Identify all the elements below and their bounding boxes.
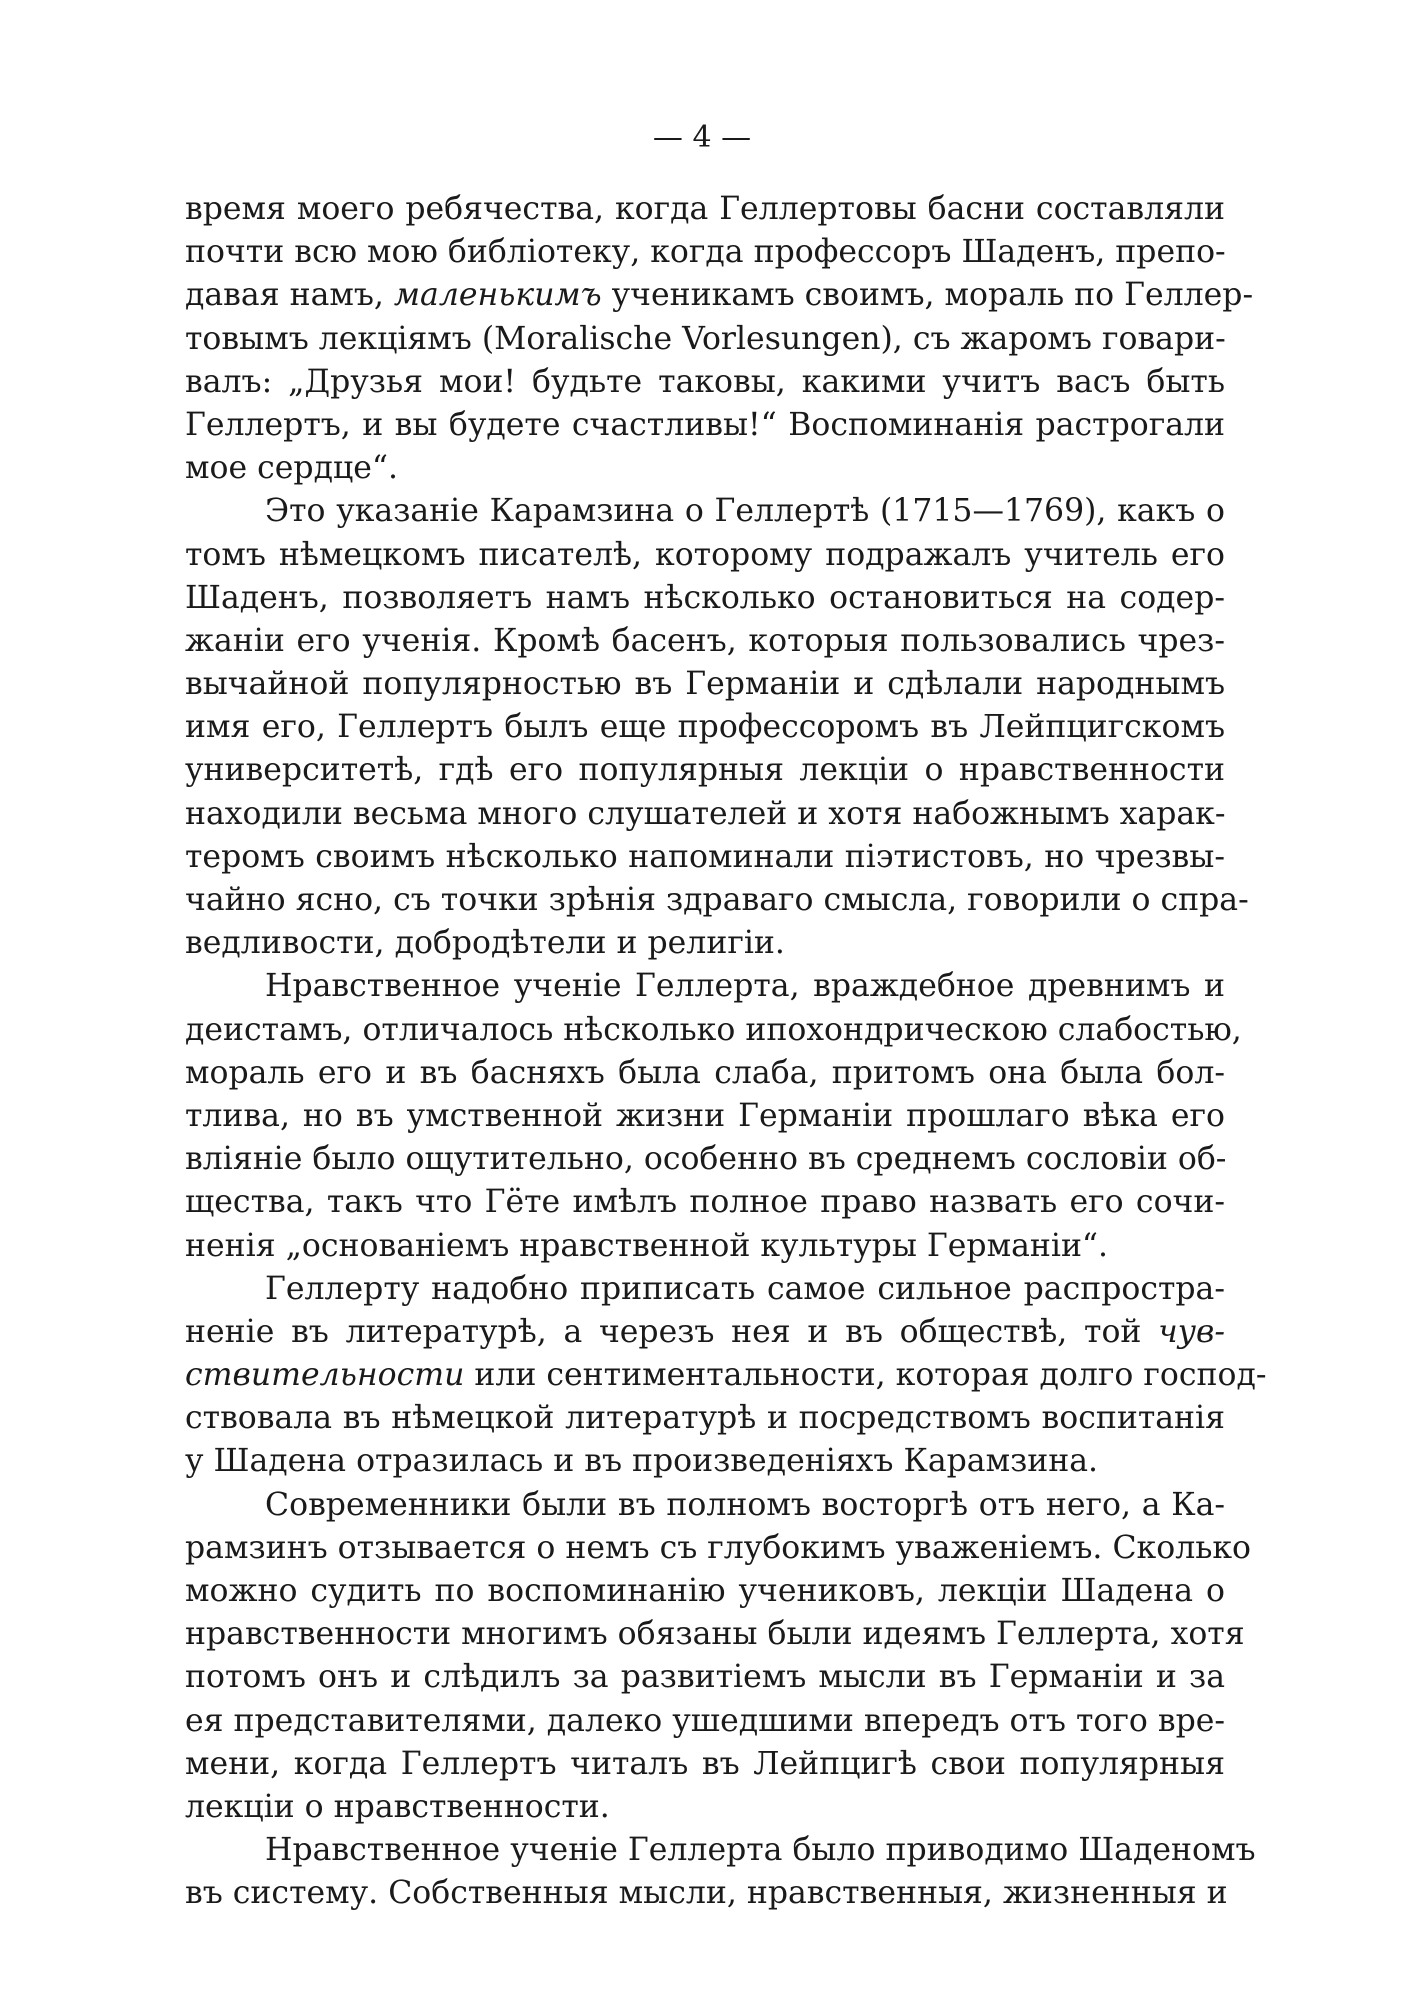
- text-line: тлива, но въ умственной жизни Германіи прошлаго вѣка его: [185, 1097, 1225, 1134]
- text-line: Геллерту надобно приписать самое сильное распростра-: [265, 1270, 1225, 1307]
- text-line: деистамъ, отличалось нѣсколько ипохондрическою слабостью,: [185, 1011, 1242, 1048]
- text-line: вліяніе было ощутительно, особенно въ среднемъ сословіи об-: [185, 1141, 1227, 1178]
- text-line: ея представителями, далеко ушедшими впередъ отъ того вре-: [185, 1702, 1226, 1739]
- text-line: Современники были въ полномъ восторгѣ отъ него, а Ка-: [265, 1486, 1225, 1523]
- text-line: Шаденъ, позволяетъ намъ нѣсколько остановиться на содер-: [185, 579, 1225, 616]
- text-line: вычайной популярностью въ Германіи и сдѣлали народнымъ: [185, 666, 1225, 703]
- text-line: находили весьма много слушателей и хотя набожнымъ харак-: [185, 795, 1226, 832]
- text-line: томъ нѣмецкомъ писателѣ, которому подражалъ учитель его: [185, 536, 1225, 573]
- text-line: Геллертъ, и вы будете счастливы!“ Воспоминанія растрогали: [185, 406, 1225, 443]
- text-run: давая намъ,: [185, 277, 394, 314]
- text-line: Это указаніе Карамзина о Геллертѣ (1715—1769), какъ о: [265, 493, 1225, 530]
- text-line: ствовала въ нѣмецкой литературѣ и посредствомъ воспитанія: [185, 1400, 1225, 1437]
- text-line: мени, когда Геллертъ читалъ въ Лейпцигѣ свои популярныя: [185, 1745, 1225, 1782]
- text-line: ведливости, добродѣтели и религіи.: [185, 925, 785, 962]
- text-line: товымъ лекціямъ (Moralische Vorlesungen), съ жаромъ говари-: [185, 320, 1226, 357]
- text-line: чайно ясно, съ точки зрѣнія здраваго смысла, говорили о спра-: [185, 882, 1249, 918]
- text-line: потомъ онъ и слѣдилъ за развитіемъ мысли въ Германіи и за: [185, 1659, 1225, 1696]
- text-line: теромъ своимъ нѣсколько напоминали піэтистовъ, но чрезвы-: [185, 838, 1225, 875]
- text-line: Нравственное ученіе Геллерта было приводимо Шаденомъ: [265, 1832, 1256, 1869]
- text-line: жаніи его ученія. Кромѣ басенъ, которыя пользовались чрез-: [185, 622, 1225, 659]
- text-line: университетѣ, гдѣ его популярныя лекціи о нравственности: [185, 752, 1225, 789]
- page-number: — 4 —: [652, 120, 752, 155]
- text-line: [185, 1311, 1225, 1354]
- text-line: почти всю мою библіотеку, когда профессоръ Шаденъ, препо-: [185, 234, 1226, 271]
- text-line: [185, 1354, 1267, 1397]
- text-line: у Шадена отразилась и въ произведеніяхъ Карамзина.: [185, 1443, 1099, 1480]
- text-run: ученикамъ своимъ, мораль по Геллер-: [601, 277, 1254, 314]
- text-run: или сентиментальности, которая долго господ-: [464, 1357, 1267, 1394]
- text-line: Нравственное ученіе Геллерта, враждебное древнимъ и: [265, 968, 1225, 1005]
- body-text: [185, 188, 1267, 1916]
- text-line: нравственности многимъ обязаны были идеямъ Геллерта, хотя: [185, 1616, 1245, 1653]
- text-run: неніе въ литературѣ, а черезъ нея и въ обществѣ, той: [185, 1313, 1159, 1350]
- text-line: мое сердце“.: [185, 450, 398, 487]
- text-line: въ систему. Собственныя мысли, нравственныя, жизненныя и: [185, 1875, 1228, 1912]
- text-line: [185, 274, 1254, 317]
- text-line: имя его, Геллертъ былъ еще профессоромъ въ Лейпцигскомъ: [185, 709, 1225, 746]
- italic-run: ствительности: [185, 1357, 465, 1394]
- text-line: рамзинъ отзывается о немъ съ глубокимъ уваженіемъ. Сколько: [185, 1529, 1252, 1566]
- text-line: мораль его и въ басняхъ была слаба, притомъ она была бол-: [185, 1054, 1225, 1091]
- text-line: щества, такъ что Гёте имѣлъ полное право назвать его сочи-: [185, 1184, 1225, 1221]
- text-line: ненія „основаніемъ нравственной культуры Германіи“.: [185, 1227, 1109, 1264]
- italic-run: чув-: [1158, 1313, 1225, 1350]
- italic-run: маленькимъ: [393, 277, 602, 314]
- text-line: время моего ребячества, когда Геллертовы басни составляли: [185, 191, 1225, 227]
- text-line: лекціи о нравственности.: [185, 1788, 610, 1825]
- text-line: можно судить по воспоминанію учениковъ, лекціи Шадена о: [185, 1573, 1225, 1609]
- text-line: валъ: „Друзья мои! будьте таковы, какими учитъ васъ быть: [185, 363, 1225, 400]
